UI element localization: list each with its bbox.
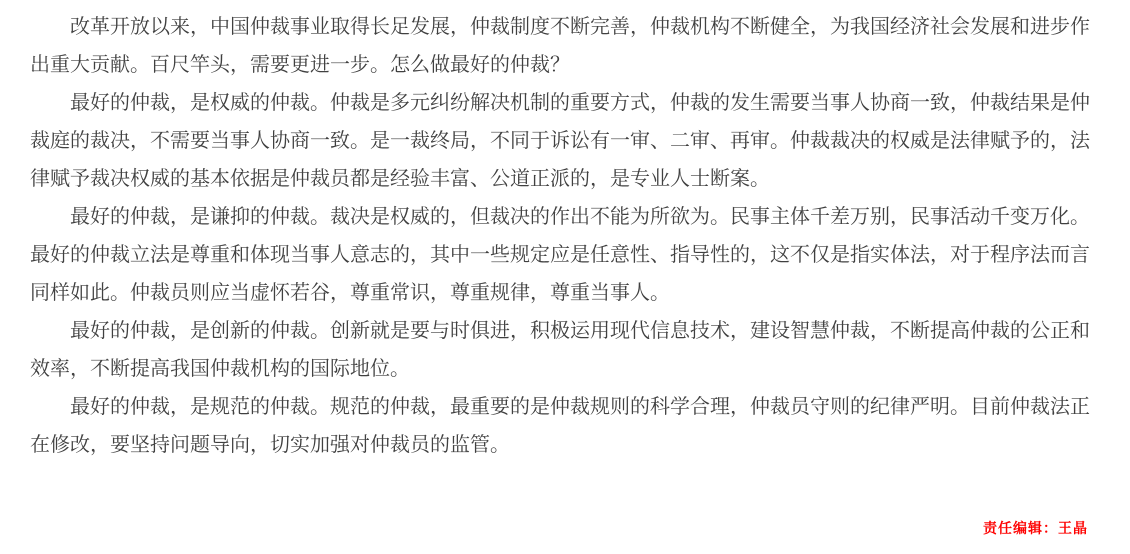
- article-paragraph-1: 改革开放以来，中国仲裁事业取得长足发展，仲裁制度不断完善，仲裁机构不断健全，为我国经济社会发展和进步作出重大贡献。百尺竿头，需要更进一步。怎么做最好的仲裁？: [30, 16, 1090, 76]
- editor-credit: 责任编辑：王晶: [983, 520, 1088, 536]
- article-paragraph-4: 最好的仲裁，是创新的仲裁。创新就是要与时俱进，积极运用现代信息技术，建设智慧仲裁，不断提高仲裁的公正和效率，不断提高我国仲裁机构的国际地位。: [30, 320, 1090, 380]
- article-paragraph-2: 最好的仲裁，是权威的仲裁。仲裁是多元纠纷解决机制的重要方式，仲裁的发生需要当事人协商一致，仲裁结果是仲裁庭的裁决，不需要当事人协商一致。是一裁终局，不同于诉讼有一审、二审、再审。仲裁裁决的权威是法律赋予的，法律赋予裁决权威的基本依据是仲裁员都是经验丰富、公道正派的，是专业人士断案。: [30, 92, 1090, 190]
- article-paragraph-3: 最好的仲裁，是谦抑的仲裁。裁决是权威的，但裁决的作出不能为所欲为。民事主体千差万别，民事活动千变万化。最好的仲裁立法是尊重和体现当事人意志的，其中一些规定应是任意性、指导性的，这不仅是指实体法，对于程序法而言同样如此。仲裁员则应当虚怀若谷，尊重常识，尊重规律，尊重当事人。: [30, 206, 1090, 304]
- article-paragraph-5: 最好的仲裁，是规范的仲裁。规范的仲裁，最重要的是仲裁规则的科学合理，仲裁员守则的纪律严明。目前仲裁法正在修改，要坚持问题导向，切实加强对仲裁员的监管。: [30, 396, 1090, 456]
